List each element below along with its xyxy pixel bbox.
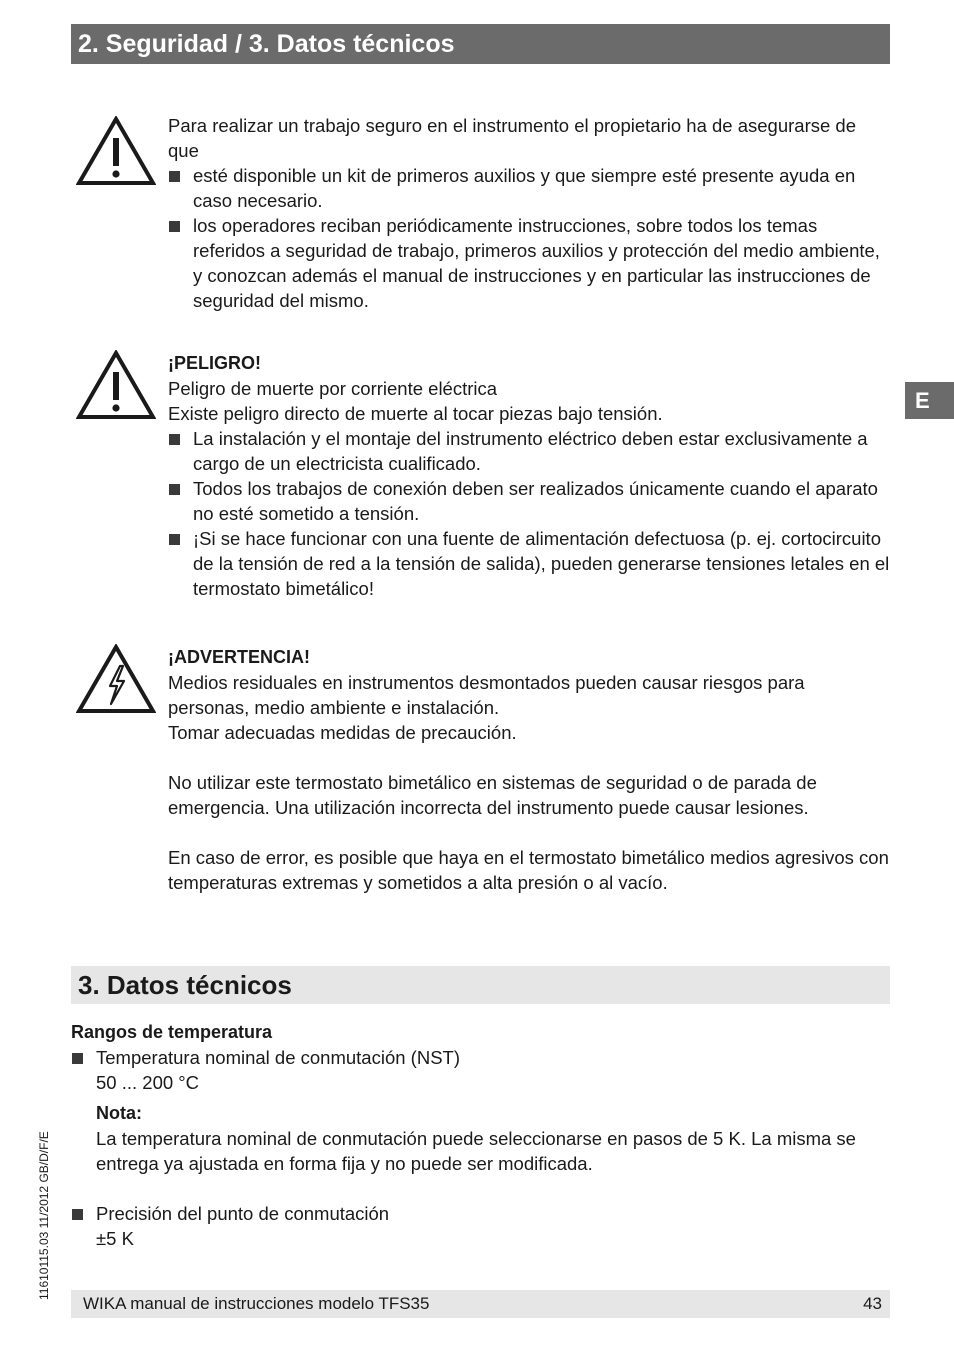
danger-line-1: Peligro de muerte por corriente eléctrica [168,378,498,399]
danger-bullet-3: ¡Si se hace funcionar con una fuente de alimentación defectuosa (p. ej. cortocircuito de la tensión de red a la tensión de salida), pueden generarse tensiones letales en el termostato bimetálico! [168,526,890,601]
footer-text: WIKA manual de instrucciones modelo TFS35 [83,1294,430,1313]
warning-title: ¡ADVERTENCIA! [168,647,310,667]
danger-line-2: Existe peligro directo de muerte al tocar piezas bajo tensión. [168,403,663,424]
danger-title: ¡PELIGRO! [168,353,261,373]
warning-triangle-icon [76,350,156,420]
warning-paragraph-3: En caso de error, es posible que haya en el termostato bimetálico medios agresivos con temperaturas extremas y sometidos a alta presión o al vacío. [168,847,889,893]
warning-triangle-icon [76,116,156,186]
document-code: 11610115.03 11/2012 GB/D/F/E [37,1131,51,1300]
danger-bullet-2: Todos los trabajos de conexión deben ser realizados únicamente cuando el aparato no esté sometido a tensión. [168,476,890,526]
page-footer [71,1290,890,1318]
warning-line-2: Tomar adecuadas medidas de precaución. [168,722,517,743]
nominal-temperature-item: Temperatura nominal de conmutación (NST) [71,1045,871,1070]
safety-bullet-1: esté disponible un kit de primeros auxilios y que siempre esté presente ayuda en caso necesario. [168,163,890,213]
section-title: 3. Datos técnicos [71,966,890,1004]
danger-bullet-1: La instalación y el montaje del instrumento eléctrico deben estar exclusivamente a cargo de un electricista cualificado. [168,426,890,476]
warning-block [168,645,890,895]
safety-bullet-2: los operadores reciban periódicamente instrucciones, sobre todos los temas referidos a seguridad de trabajo, primeros auxilios y protección del medio ambiente, y conozcan además el manual de instrucciones y en particular las instrucciones de seguridad del mismo. [168,213,890,313]
temperature-ranges-heading: Rangos de temperatura [71,1022,273,1042]
tech-data-block [71,1020,871,1251]
switch-point-accuracy-item: Precisión del punto de conmutación [71,1201,871,1226]
warning-paragraph-2: No utilizar este termostato bimetálico en sistemas de seguridad o de parada de emergencia. Una utilización incorrecta del instrumento puede causar lesiones. [168,772,817,818]
page-number: 43 [863,1294,882,1313]
danger-block [168,351,890,601]
note-label: Nota: [96,1103,142,1123]
note-text: La temperatura nominal de conmutación puede seleccionarse en pasos de 5 K. La misma se entrega ya ajustada en forma fija y no puede ser modificada. [96,1128,856,1174]
page-header-title: 2. Seguridad / 3. Datos técnicos [71,24,890,64]
warning-line-1: Medios residuales en instrumentos desmontados pueden causar riesgos para personas, medio ambiente e instalación. [168,672,805,718]
safety-block [168,113,890,313]
switch-point-accuracy-value: ±5 K [96,1228,134,1249]
language-tab: E [905,382,954,419]
electric-hazard-icon [76,644,156,714]
nominal-temperature-value: 50 ... 200 °C [96,1072,200,1093]
safety-intro: Para realizar un trabajo seguro en el instrumento el propietario ha de asegurarse de que [168,115,856,161]
